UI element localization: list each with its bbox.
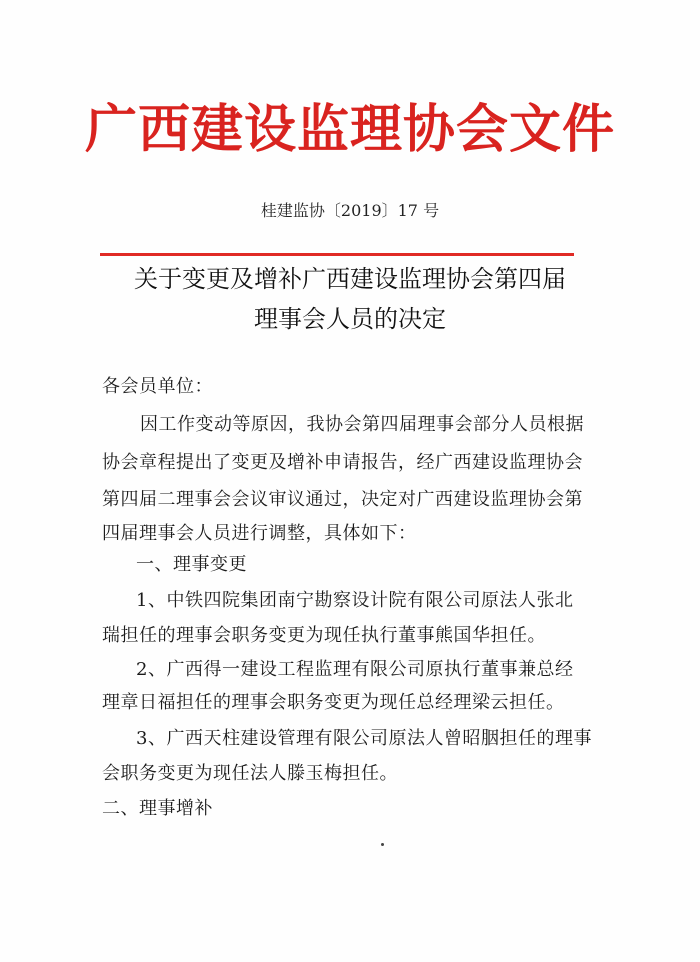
subject-line-2: 理事会人员的决定: [254, 305, 446, 333]
scan-speck: [381, 843, 384, 846]
item-1-line-2: 瑞担任的理事会职务变更为现任执行董事熊国华担任。: [102, 625, 546, 646]
intro-line-1: 因工作变动等原因，我协会第四届理事会部分人员根据: [140, 414, 584, 435]
document-header-title: 广西建设监理协会文件: [84, 99, 615, 160]
subject-line-1: 关于变更及增补广西建设监理协会第四届: [134, 265, 566, 293]
document-number: 桂建监协〔2019〕17 号: [260, 201, 440, 220]
salutation: 各会员单位：: [102, 376, 213, 397]
intro-line-4: 四届理事会人员进行调整，具体如下：: [102, 523, 417, 544]
red-divider-rule: [100, 253, 574, 256]
section-2-heading: 二、理事增补: [102, 798, 213, 819]
intro-line-2: 协会章程提出了变更及增补申请报告，经广西建设监理协会: [102, 452, 583, 473]
item-3-line-1: 3、广西天柱建设管理有限公司原法人曾昭胭担任的理事: [136, 728, 592, 749]
section-1-heading: 一、理事变更: [136, 554, 247, 575]
intro-line-3: 第四届二理事会会议审议通过，决定对广西建设监理协会第: [102, 489, 583, 510]
item-1-line-1: 1、中铁四院集团南宁勘察设计院有限公司原法人张北: [136, 590, 574, 611]
item-2-line-2: 理章日福担任的理事会职务变更为现任总经理梁云担任。: [102, 692, 565, 713]
item-2-line-1: 2、广西得一建设工程监理有限公司原执行董事兼总经: [136, 659, 574, 680]
item-3-line-2: 会职务变更为现任法人滕玉梅担任。: [102, 763, 398, 784]
